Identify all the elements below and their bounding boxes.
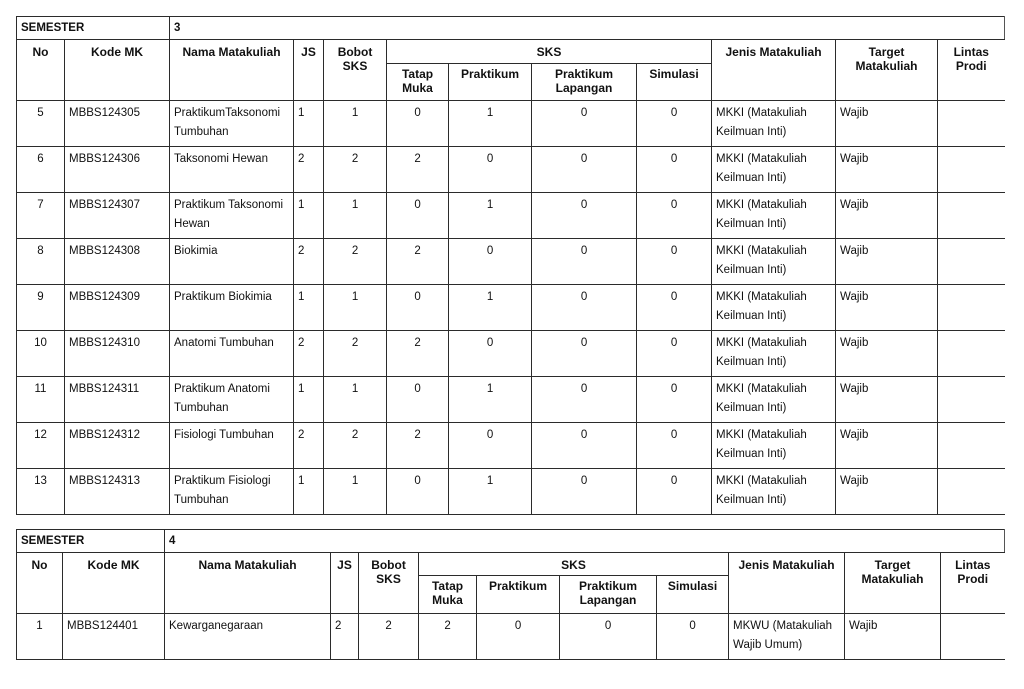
cell-jenis-matakuliah: MKKI (Matakuliah Keilmuan Inti) (712, 423, 836, 469)
cell-bobot-sks: 1 (324, 285, 387, 331)
cell-simulasi: 0 (657, 614, 729, 660)
cell-nama-matakuliah: Praktikum Biokimia (170, 285, 294, 331)
cell-target-matakuliah: Wajib (836, 193, 938, 239)
cell-nama-matakuliah: Praktikum Fisiologi Tumbuhan (170, 469, 294, 515)
header-lintas-prodi: Lintas Prodi (941, 553, 1005, 614)
cell-simulasi: 0 (637, 239, 712, 285)
cell-no: 5 (17, 101, 65, 147)
cell-simulasi: 0 (637, 469, 712, 515)
cell-no: 13 (17, 469, 65, 515)
cell-kode-mk: MBBS124401 (63, 614, 165, 660)
header-praktikum-lapangan: Praktikum Lapangan (532, 64, 637, 101)
cell-js: 1 (294, 285, 324, 331)
cell-praktikum-lapangan: 0 (532, 377, 637, 423)
header-jenis-matakuliah: Jenis Matakuliah (729, 553, 845, 614)
cell-simulasi: 0 (637, 285, 712, 331)
cell-jenis-matakuliah: MKKI (Matakuliah Keilmuan Inti) (712, 147, 836, 193)
cell-kode-mk: MBBS124311 (65, 377, 170, 423)
cell-kode-mk: MBBS124305 (65, 101, 170, 147)
cell-bobot-sks: 2 (359, 614, 419, 660)
cell-praktikum: 0 (449, 147, 532, 193)
cell-js: 2 (294, 239, 324, 285)
cell-target-matakuliah: Wajib (845, 614, 941, 660)
cell-praktikum-lapangan: 0 (532, 423, 637, 469)
cell-simulasi: 0 (637, 377, 712, 423)
cell-praktikum-lapangan: 0 (532, 331, 637, 377)
cell-tatap-muka: 0 (387, 285, 449, 331)
cell-target-matakuliah: Wajib (836, 377, 938, 423)
cell-jenis-matakuliah: MKKI (Matakuliah Keilmuan Inti) (712, 285, 836, 331)
table-row (17, 101, 1005, 147)
header-simulasi: Simulasi (657, 576, 729, 614)
semester-4-table (16, 529, 1005, 660)
cell-praktikum: 0 (449, 423, 532, 469)
cell-js: 2 (294, 423, 324, 469)
cell-js: 2 (294, 331, 324, 377)
cell-simulasi: 0 (637, 331, 712, 377)
header-bobot-sks: Bobot SKS (324, 40, 387, 101)
cell-praktikum-lapangan: 0 (532, 239, 637, 285)
cell-praktikum-lapangan: 0 (532, 469, 637, 515)
cell-bobot-sks: 1 (324, 193, 387, 239)
table-row (17, 285, 1005, 331)
cell-tatap-muka: 2 (387, 331, 449, 377)
cell-lintas-prodi (938, 193, 1005, 239)
cell-simulasi: 0 (637, 147, 712, 193)
cell-bobot-sks: 2 (324, 423, 387, 469)
cell-tatap-muka: 0 (387, 101, 449, 147)
semester-label: SEMESTER (17, 530, 165, 553)
cell-tatap-muka: 0 (387, 377, 449, 423)
header-praktikum: Praktikum (477, 576, 560, 614)
cell-bobot-sks: 2 (324, 239, 387, 285)
cell-jenis-matakuliah: MKWU (Matakuliah Wajib Umum) (729, 614, 845, 660)
table-row (17, 377, 1005, 423)
cell-lintas-prodi (938, 469, 1005, 515)
cell-target-matakuliah: Wajib (836, 423, 938, 469)
semester-value: 3 (170, 17, 1005, 40)
semester-row (17, 530, 1005, 553)
cell-tatap-muka: 2 (419, 614, 477, 660)
table-row (17, 193, 1005, 239)
cell-js: 2 (331, 614, 359, 660)
cell-jenis-matakuliah: MKKI (Matakuliah Keilmuan Inti) (712, 193, 836, 239)
header-sks: SKS (387, 40, 712, 64)
header-jenis-matakuliah: Jenis Matakuliah (712, 40, 836, 101)
cell-js: 1 (294, 377, 324, 423)
cell-target-matakuliah: Wajib (836, 101, 938, 147)
cell-no: 8 (17, 239, 65, 285)
semester-value: 4 (165, 530, 1005, 553)
cell-kode-mk: MBBS124307 (65, 193, 170, 239)
header-row (17, 40, 1005, 64)
table-row (17, 239, 1005, 285)
cell-kode-mk: MBBS124310 (65, 331, 170, 377)
cell-nama-matakuliah: Anatomi Tumbuhan (170, 331, 294, 377)
cell-nama-matakuliah: Taksonomi Hewan (170, 147, 294, 193)
header-target-matakuliah: Target Matakuliah (845, 553, 941, 614)
table-row (17, 469, 1005, 515)
header-sks: SKS (419, 553, 729, 576)
cell-target-matakuliah: Wajib (836, 147, 938, 193)
semester-row (17, 17, 1005, 40)
header-js: JS (294, 40, 324, 101)
header-kode-mk: Kode MK (63, 553, 165, 614)
semester-4-body (17, 614, 1005, 660)
cell-nama-matakuliah: PraktikumTaksonomi Tumbuhan (170, 101, 294, 147)
cell-bobot-sks: 1 (324, 469, 387, 515)
header-no: No (17, 553, 63, 614)
cell-praktikum: 1 (449, 193, 532, 239)
cell-target-matakuliah: Wajib (836, 239, 938, 285)
header-kode-mk: Kode MK (65, 40, 170, 101)
header-lintas-prodi: Lintas Prodi (938, 40, 1005, 101)
semester-3-table (16, 16, 1005, 515)
cell-js: 1 (294, 101, 324, 147)
cell-lintas-prodi (938, 101, 1005, 147)
cell-kode-mk: MBBS124308 (65, 239, 170, 285)
cell-no: 9 (17, 285, 65, 331)
header-tatap-muka: Tatap Muka (387, 64, 449, 101)
header-target-matakuliah: Target Matakuliah (836, 40, 938, 101)
cell-lintas-prodi (938, 377, 1005, 423)
cell-no: 7 (17, 193, 65, 239)
cell-target-matakuliah: Wajib (836, 331, 938, 377)
cell-js: 1 (294, 469, 324, 515)
header-simulasi: Simulasi (637, 64, 712, 101)
cell-praktikum: 0 (477, 614, 560, 660)
cell-no: 10 (17, 331, 65, 377)
cell-nama-matakuliah: Fisiologi Tumbuhan (170, 423, 294, 469)
header-nama-matakuliah: Nama Matakuliah (170, 40, 294, 101)
cell-no: 11 (17, 377, 65, 423)
cell-praktikum: 0 (449, 331, 532, 377)
header-js: JS (331, 553, 359, 614)
cell-target-matakuliah: Wajib (836, 285, 938, 331)
cell-js: 2 (294, 147, 324, 193)
cell-praktikum: 1 (449, 285, 532, 331)
cell-js: 1 (294, 193, 324, 239)
cell-jenis-matakuliah: MKKI (Matakuliah Keilmuan Inti) (712, 101, 836, 147)
header-row (17, 553, 1005, 576)
cell-jenis-matakuliah: MKKI (Matakuliah Keilmuan Inti) (712, 377, 836, 423)
cell-praktikum-lapangan: 0 (532, 285, 637, 331)
cell-simulasi: 0 (637, 193, 712, 239)
cell-lintas-prodi (941, 614, 1005, 660)
cell-praktikum-lapangan: 0 (532, 101, 637, 147)
cell-kode-mk: MBBS124312 (65, 423, 170, 469)
table-row (17, 147, 1005, 193)
cell-bobot-sks: 1 (324, 377, 387, 423)
table-row (17, 331, 1005, 377)
cell-no: 12 (17, 423, 65, 469)
cell-kode-mk: MBBS124313 (65, 469, 170, 515)
semester-3-body (17, 101, 1005, 515)
header-tatap-muka: Tatap Muka (419, 576, 477, 614)
cell-bobot-sks: 1 (324, 101, 387, 147)
cell-lintas-prodi (938, 423, 1005, 469)
header-praktikum: Praktikum (449, 64, 532, 101)
cell-jenis-matakuliah: MKKI (Matakuliah Keilmuan Inti) (712, 469, 836, 515)
cell-nama-matakuliah: Praktikum Taksonomi Hewan (170, 193, 294, 239)
cell-kode-mk: MBBS124309 (65, 285, 170, 331)
cell-lintas-prodi (938, 147, 1005, 193)
cell-lintas-prodi (938, 331, 1005, 377)
cell-nama-matakuliah: Biokimia (170, 239, 294, 285)
cell-bobot-sks: 2 (324, 331, 387, 377)
cell-lintas-prodi (938, 285, 1005, 331)
cell-tatap-muka: 2 (387, 147, 449, 193)
cell-tatap-muka: 2 (387, 239, 449, 285)
header-bobot-sks: Bobot SKS (359, 553, 419, 614)
cell-target-matakuliah: Wajib (836, 469, 938, 515)
cell-praktikum: 1 (449, 469, 532, 515)
cell-praktikum: 1 (449, 377, 532, 423)
cell-bobot-sks: 2 (324, 147, 387, 193)
table-row (17, 423, 1005, 469)
cell-simulasi: 0 (637, 101, 712, 147)
cell-tatap-muka: 2 (387, 423, 449, 469)
table-row (17, 614, 1005, 660)
cell-tatap-muka: 0 (387, 469, 449, 515)
cell-jenis-matakuliah: MKKI (Matakuliah Keilmuan Inti) (712, 331, 836, 377)
cell-praktikum-lapangan: 0 (560, 614, 657, 660)
cell-simulasi: 0 (637, 423, 712, 469)
cell-praktikum: 0 (449, 239, 532, 285)
cell-praktikum: 1 (449, 101, 532, 147)
cell-tatap-muka: 0 (387, 193, 449, 239)
cell-lintas-prodi (938, 239, 1005, 285)
cell-praktikum-lapangan: 0 (532, 193, 637, 239)
header-no: No (17, 40, 65, 101)
header-praktikum-lapangan: Praktikum Lapangan (560, 576, 657, 614)
cell-no: 6 (17, 147, 65, 193)
cell-nama-matakuliah: Kewarganegaraan (165, 614, 331, 660)
cell-kode-mk: MBBS124306 (65, 147, 170, 193)
cell-jenis-matakuliah: MKKI (Matakuliah Keilmuan Inti) (712, 239, 836, 285)
cell-nama-matakuliah: Praktikum Anatomi Tumbuhan (170, 377, 294, 423)
cell-praktikum-lapangan: 0 (532, 147, 637, 193)
semester-label: SEMESTER (17, 17, 170, 40)
header-nama-matakuliah: Nama Matakuliah (165, 553, 331, 614)
cell-no: 1 (17, 614, 63, 660)
